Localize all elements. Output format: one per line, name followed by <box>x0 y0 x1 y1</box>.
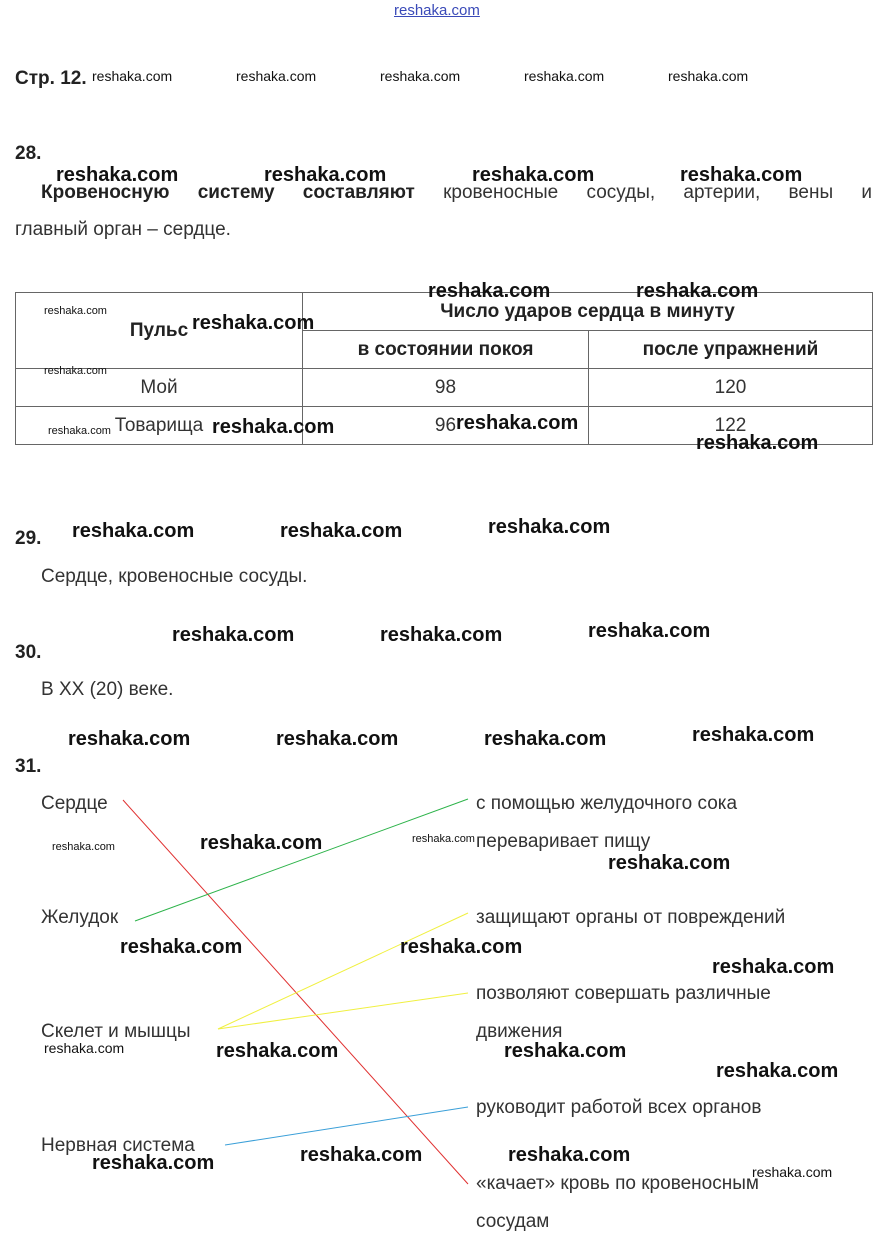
row-after-value: 120 <box>589 369 873 407</box>
watermark: reshaka.com <box>300 1144 423 1166</box>
watermark: reshaka.com <box>44 1040 125 1056</box>
watermark: reshaka.com <box>72 520 195 542</box>
watermark: reshaka.com <box>380 68 461 84</box>
watermark: reshaka.com <box>212 416 335 438</box>
match-right-move-2: движения <box>476 1021 563 1042</box>
row-label: Мой <box>16 369 303 407</box>
watermark: reshaka.com <box>236 68 317 84</box>
q28-answer-line2: главный орган – сердце. <box>15 219 231 240</box>
match-left-skeleton: Скелет и мышцы <box>41 1021 191 1042</box>
table-subheader-after: после упражнений <box>589 331 873 369</box>
watermark: reshaka.com <box>280 520 403 542</box>
table-subheader-rest: в состоянии покоя <box>303 331 589 369</box>
watermark: reshaka.com <box>400 936 523 958</box>
watermark: reshaka.com <box>508 1144 631 1166</box>
watermark: reshaka.com <box>456 412 579 434</box>
watermark: reshaka.com <box>56 164 179 186</box>
watermark: reshaka.com <box>44 305 107 317</box>
watermark: reshaka.com <box>192 312 315 334</box>
watermark: reshaka.com <box>712 956 835 978</box>
table-corner-header: Пульс <box>16 293 303 369</box>
question-number-29: 29. <box>15 528 42 549</box>
watermark: reshaka.com <box>216 1040 339 1062</box>
connector-skeleton-protect <box>218 913 468 1029</box>
match-right-move-1: позволяют совершать различные <box>476 983 771 1004</box>
q28-line1-rest: кровеносные сосуды, артерии, вены и <box>443 182 873 203</box>
match-right-protect: защищают органы от повреждений <box>476 907 786 928</box>
match-right-pump-2: сосудам <box>476 1211 550 1232</box>
watermark: reshaka.com <box>120 936 243 958</box>
watermark: reshaka.com <box>668 68 749 84</box>
watermark: reshaka.com <box>484 728 607 750</box>
watermark: reshaka.com <box>276 728 399 750</box>
watermark: reshaka.com <box>680 164 803 186</box>
table-group-header: Число ударов сердца в минуту <box>303 293 873 331</box>
watermark: reshaka.com <box>172 624 295 646</box>
connector-skeleton-move <box>218 993 468 1029</box>
watermark: reshaka.com <box>608 852 731 874</box>
watermark: reshaka.com <box>588 620 711 642</box>
watermark: reshaka.com <box>48 425 111 437</box>
row-label: Товарища <box>16 407 303 445</box>
match-left-stomach: Желудок <box>41 907 119 928</box>
connector-stomach <box>135 799 468 921</box>
watermark: reshaka.com <box>200 832 323 854</box>
match-left-nervous: Нервная система <box>41 1135 195 1156</box>
watermark: reshaka.com <box>412 833 475 845</box>
page-reference: Стр. 12. <box>15 68 87 89</box>
question-number-28: 28. <box>15 143 42 164</box>
q29-answer: Сердце, кровеносные сосуды. <box>41 566 308 587</box>
watermark: reshaka.com <box>524 68 605 84</box>
watermark: reshaka.com <box>696 432 819 454</box>
match-right-control: руководит работой всех органов <box>476 1097 762 1118</box>
q30-answer: В XX (20) веке. <box>41 679 174 700</box>
watermark: reshaka.com <box>488 516 611 538</box>
watermark: reshaka.com <box>692 724 815 746</box>
match-right-pump-1: «качает» кровь по кровеносным <box>476 1173 759 1194</box>
watermark: reshaka.com <box>380 624 503 646</box>
match-right-digest-1: с помощью желудочного сока <box>476 793 738 814</box>
watermark: reshaka.com <box>472 164 595 186</box>
q28-bold-term: Кровеносную систему составляют <box>41 182 415 203</box>
watermark: reshaka.com <box>92 68 173 84</box>
row-rest-value: 98 <box>303 369 589 407</box>
match-right-digest-2: переваривает пищу <box>476 831 651 852</box>
watermark: reshaka.com <box>52 841 115 853</box>
watermark: reshaka.com <box>636 280 759 302</box>
watermark: reshaka.com <box>68 728 191 750</box>
watermark: reshaka.com <box>716 1060 839 1082</box>
watermark: reshaka.com <box>504 1040 627 1062</box>
connector-nervous <box>225 1107 468 1145</box>
watermark: reshaka.com <box>92 1152 215 1174</box>
row-rest-value: 96 <box>303 407 589 445</box>
row-after-value: 122 <box>589 407 873 445</box>
match-left-heart: Сердце <box>41 793 108 814</box>
question-number-31: 31. <box>15 756 42 777</box>
watermark: reshaka.com <box>264 164 387 186</box>
watermark: reshaka.com <box>428 280 551 302</box>
watermark: reshaka.com <box>44 365 107 377</box>
watermark: reshaka.com <box>752 1164 833 1180</box>
site-link[interactable]: reshaka.com <box>394 2 480 19</box>
question-number-30: 30. <box>15 642 42 663</box>
